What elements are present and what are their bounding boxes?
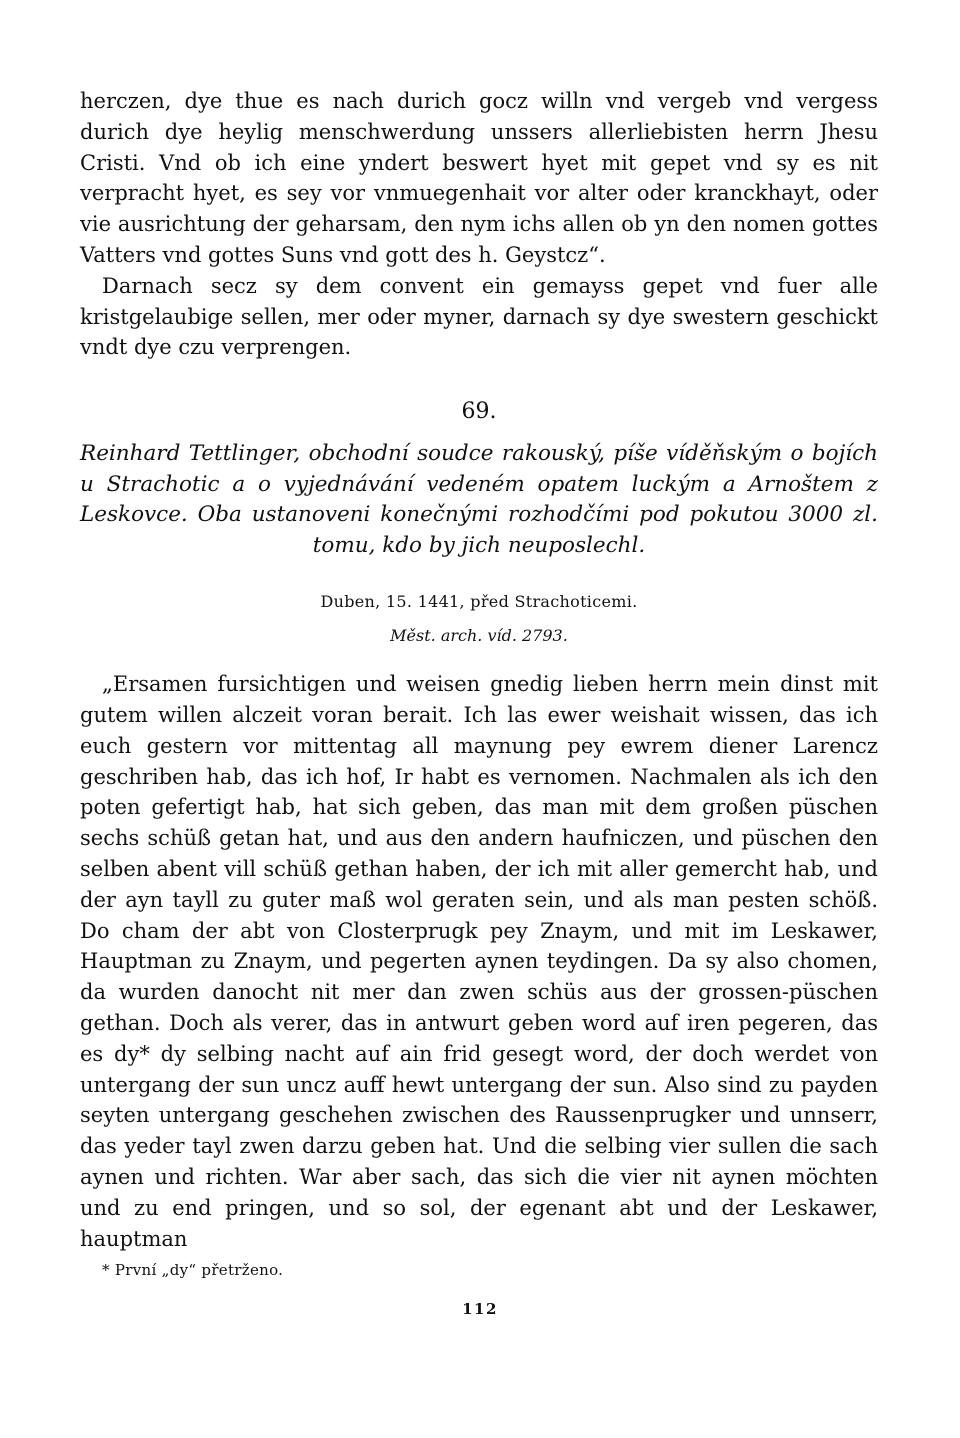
continuation-paragraph-1: herczen, dye thue es nach durich gocz willn vnd vergeb vnd vergess durich dye heylig menschwerdung unssers allerliebisten herrn Jhesu Cristi. Vnd ob ich eine yndert beswert hyet mit gepet vnd sy es nit verpracht hyet, es sey vor vnmuegenhait vor alter oder kranckhayt, oder vie ausrichtung der geharsam, den nym ichs allen ob yn den nomen gottes Vatters vnd gottes Suns vnd gott des h. Geystcz“. [80,89,878,267]
page-body [80,86,878,1280]
footnote: * První „dy“ přetrženo. [102,1261,284,1280]
page-number: 112 [462,1300,498,1318]
document-regest: Reinhard Tettlinger, obchodní soudce rakouský, píše víděňským o bojích u Strachotic a o vyjednávání vedeném opatem luckým a Arnoštem z Leskovce. Oba ustanoveni konečnými rozhodčími pod pokutou 3000 zl. tomu, kdo by jich neuposlechl. [80,441,878,558]
continuation-paragraph-2: Darnach secz sy dem convent ein gemayss gepet vnd fuer alle kristgelaubige sellen, mer oder myner, darnach sy dye swestern geschickt vndt dye czu verprengen. [80,273,878,360]
document-main-text: „Ersamen fursichtigen und weisen gnedig lieben herrn mein dinst mit gutem willen alczeit voran berait. Ich las ewer weishait wissen, das ich euch gestern vor mittentag all maynung pey ewrem diener Larencz geschriben hab, das ich hof, Ir habt es vernomen. Nachmalen als ich den poten gefertigt hab, hat sich geben, das man mit dem großen püschen sechs schüß getan hat, und aus den andern haufniczen, und püschen den selben abent vill schüß gethan haben, der ich mit aller gemercht hab, und der ayn tayll zu guter maß wol geraten sein, und als man pesten schöß. Do cham der abt von Closterprugk pey Znaym, und mit im Leskawer, Hauptman zu Znaym, und pegerten aynen teydingen. Da sy also chomen, da wurden danocht nit mer dan zwen schüs aus der grossen-püschen gethan. Doch als verer, das in antwurt geben word auf iren pegeren, das es dy* dy selbing nacht auf ain frid gesegt word, der doch werdet von untergang der sun uncz auff hewt untergang der sun. Also sind zu payden seyten untergang geschehen zwischen des Raussenprugker und unnserr, das yeder tayl zwen darzu geben hat. Und die selbing vier sullen die sach aynen und richten. War aber sach, das sich die vier nit aynen möchten und zu end pringen, und so sol, der egenant abt und der Leskawer, hauptman [80,672,878,1251]
document-date-place: Duben, 15. 1441, před Strachoticemi. [320,592,638,612]
document-archive-reference: Měst. arch. víd. 2793. [390,626,568,646]
document-number: 69. [461,399,497,425]
